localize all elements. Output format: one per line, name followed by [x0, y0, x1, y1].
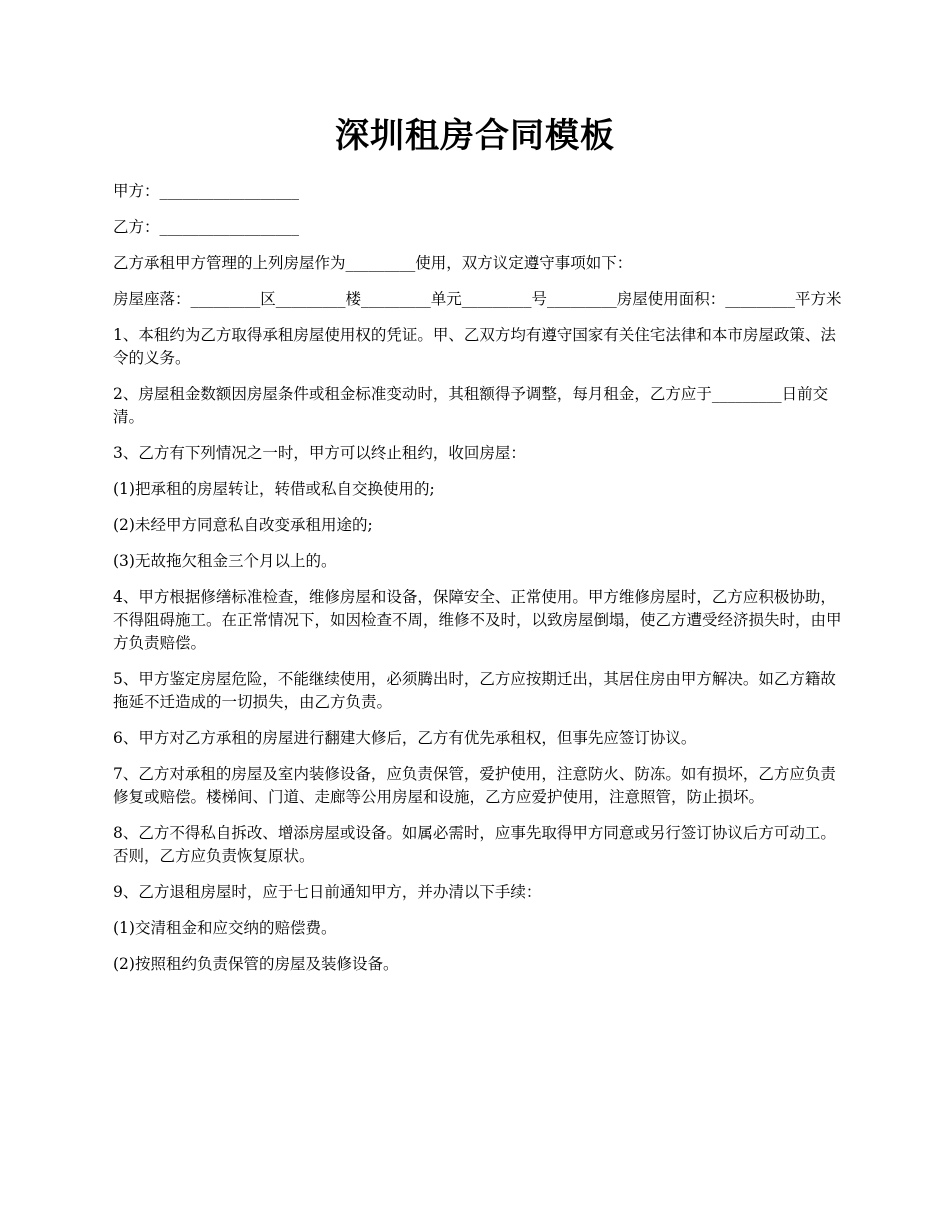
clause-9-item-1: (1)交清租金和应交纳的赔偿费。 [113, 919, 337, 937]
clause-5: 5、甲方鉴定房屋危险，不能继续使用，必须腾出时，乙方应按期迁出，其居住房由甲方解决。如乙方籍故拖延不迁造成的一切损失，由乙方负责。 [113, 670, 836, 711]
clause-6: 6、甲方对乙方承租的房屋进行翻建大修后，乙方有优先承租权，但事先应签订协议。 [113, 729, 697, 747]
clause-3-item-2: (2)未经甲方同意私自改变承租用途的; [113, 516, 373, 534]
property-location-paragraph: 房屋座落：_________区_________楼_________单元_________号_________房屋使用面积：_________平方米 [113, 290, 842, 308]
clause-3: 3、乙方有下列情况之一时，甲方可以终止租约，收回房屋： [113, 444, 526, 462]
clause-2: 2、房屋租金数额因房屋条件或租金标准变动时，其租额得予调整，每月租金，乙方应于_________日前交清。 [113, 385, 829, 426]
clause-9: 9、乙方退租房屋时，应于七日前通知甲方，并办清以下手续： [113, 883, 542, 901]
clause-3-item-1: (1)把承租的房屋转让，转借或私自交换使用的; [113, 480, 435, 498]
clause-8: 8、乙方不得私自拆改、增添房屋或设备。如属必需时，应事先取得甲方同意或另行签订协议后方可动工。否则，乙方应负责恢复原状。 [113, 824, 836, 865]
clause-9-item-2: (2)按照租约负责保管的房屋及装修设备。 [113, 955, 399, 973]
clause-7: 7、乙方对承租的房屋及室内装修设备，应负责保管，爱护使用，注意防火、防冻。如有损坏，乙方应负责修复或赔偿。楼梯间、门道、走廊等公用房屋和设施，乙方应爱护使用，注意照管，防止损坏。 [113, 765, 836, 806]
intro-paragraph: 乙方承租甲方管理的上列房屋作为_________使用，双方议定遵守事项如下： [113, 254, 633, 272]
clause-3-item-3: (3)无故拖欠租金三个月以上的。 [113, 552, 337, 570]
party-b-line: 乙方：__________________ [113, 218, 300, 236]
document-body [113, 180, 851, 989]
party-a-line: 甲方：__________________ [113, 182, 300, 200]
clause-1: 1、本租约为乙方取得承租房屋使用权的凭证。甲、乙双方均有遵守国家有关住宅法律和本市房屋政策、法令的义务。 [113, 326, 836, 367]
document-title: 深圳租房合同模板 [335, 116, 615, 156]
clause-4: 4、甲方根据修缮标准检查，维修房屋和设备，保障安全、正常使用。甲方维修房屋时，乙方应积极协助，不得阻碍施工。在正常情况下，如因检查不周，维修不及时，以致房屋倒塌，使乙方遭受经济损失时，由甲方负责赔偿。 [113, 588, 842, 652]
